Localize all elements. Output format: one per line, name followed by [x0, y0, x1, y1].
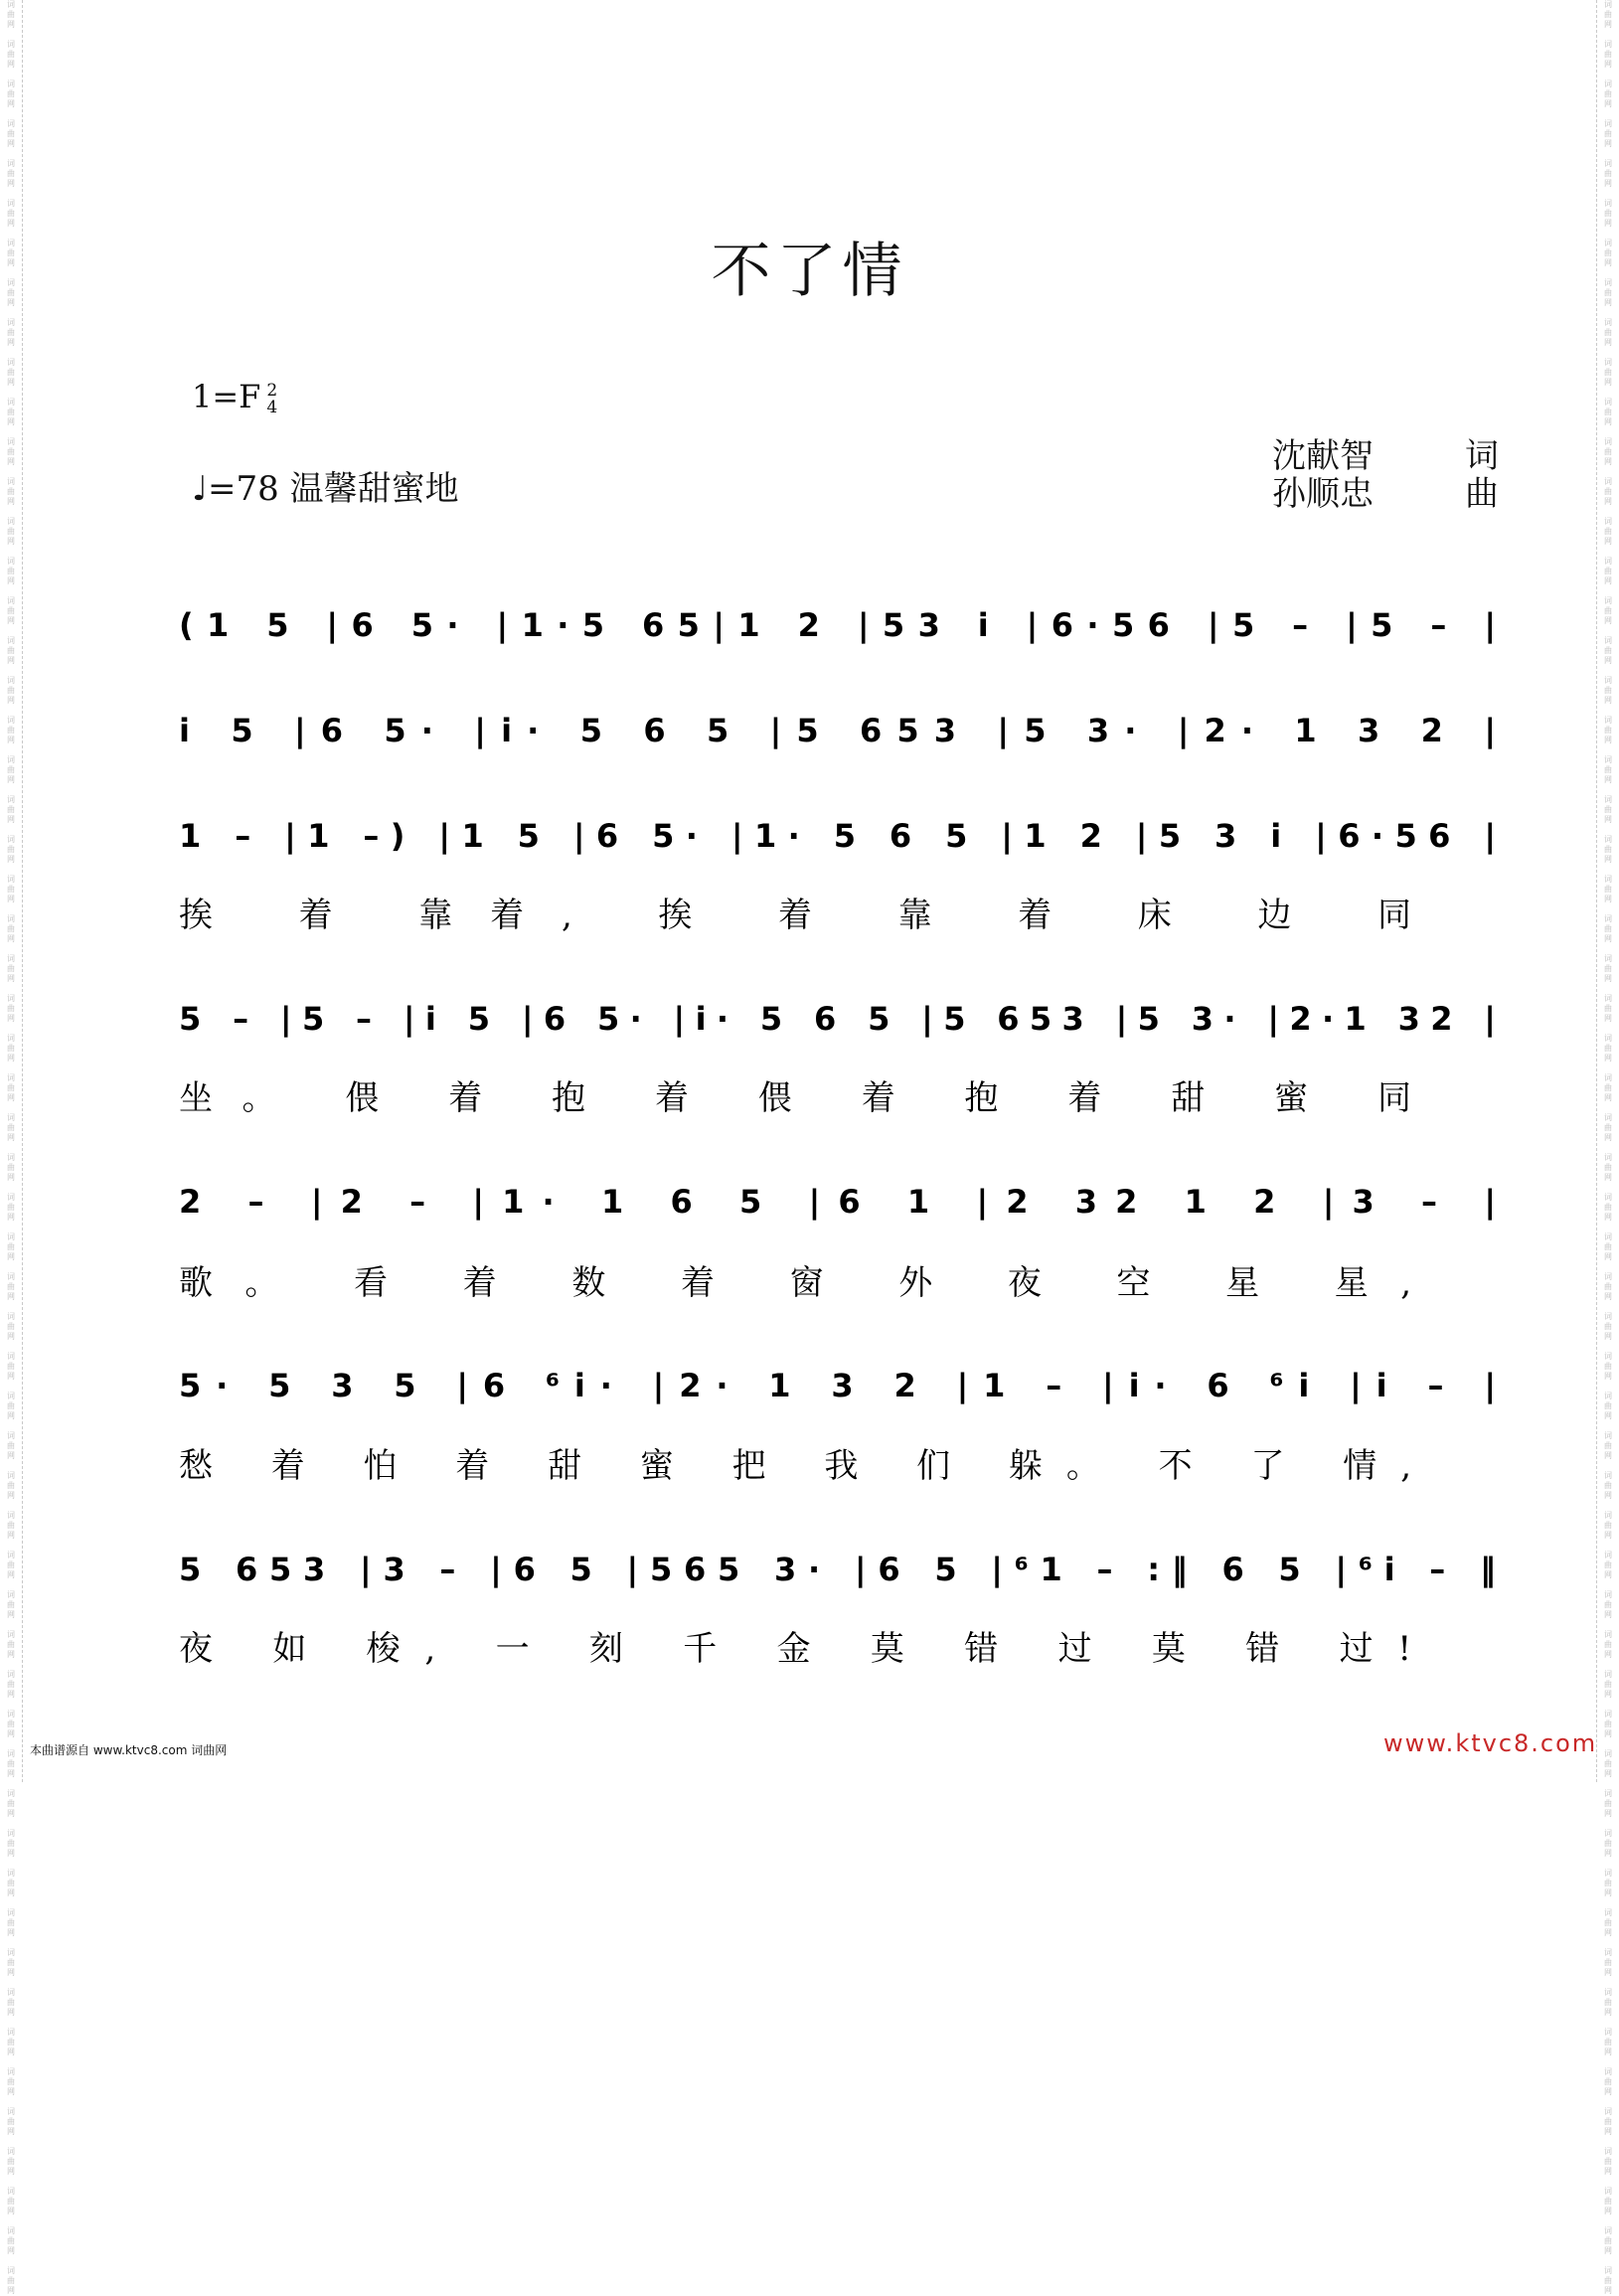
notation-line: (1 5 |6 5· |1·5 65|1 2 |53 i |6·56 |5 – |5 – | [179, 606, 1497, 644]
score-line [179, 817, 1496, 935]
lyric-line: 愁 着 怕 着 甜 蜜 把 我 们 躲。 不 了 情, [179, 1446, 1412, 1486]
notation-line: 5 653 |3 – |6 5 |565 3· |6 5 |⁶1 – :‖ 6 5 |⁶i – ‖ [179, 1551, 1496, 1588]
notation-line: 1 – |1 –) |1 5 |6 5· |1· 5 6 5 |1 2 |5 3 i |6·56 | [179, 817, 1496, 855]
lyric-line: 夜 如 梭, 一 刻 千 金 莫 错 过 莫 错 过! [179, 1629, 1411, 1669]
score-line [179, 606, 1496, 645]
lyric-line: 挨 着 靠着, 挨 着 靠 着 床 边 同 [179, 896, 1411, 935]
lyricist-name: 沈献智 [1272, 436, 1374, 476]
time-sig-bottom: 4 [266, 397, 278, 417]
score-line [179, 1000, 1496, 1118]
right-watermark-strip: 词 曲 网 词 曲 网 词 曲 网 词 曲 网 词 曲 网 词 曲 网 词 曲 网 词 曲 网 词 曲 网 词 曲 网 词 曲 网 词 曲 网 词 曲 网 词 曲 网 词 曲 网 词 曲 网 词 曲 网 词 曲 网 词 曲 网 词 曲 网 词 曲 网 词 曲 网 词 曲 网 词 曲 网 词 曲 网 词 曲 网 词 曲 网 词 曲 网 词 曲 网 词 曲 网 词 曲 网 词 曲 网 词 曲 网 词 曲 网 词 曲 网 词 曲 网 词 曲 网 词 曲 网 词 曲 网 词 曲 网 词 曲 网 词 曲 网 词 曲 网 词 曲 网 词 曲 网 词 曲 网 词 曲 网 词 曲 网 词 曲 网 词 曲 网 词 曲 网 词 曲 网 词 曲 网 词 曲 网 词 曲 网 词 曲 网 词 曲 网 词 曲 网 [1596, 0, 1619, 1782]
notation-line: i 5 |6 5· |i· 5 6 5 |5 653 |5 3· |2· 1 3 2 | [179, 712, 1496, 749]
composer-name: 孙顺忠 [1272, 474, 1374, 514]
score-line [179, 1367, 1496, 1486]
time-sig-top: 2 [266, 380, 278, 401]
score-line [179, 1551, 1496, 1669]
lyric-line: 坐。 偎 着 抱 着 偎 着 抱 着 甜 蜜 同 [179, 1078, 1411, 1118]
tempo-marking: ♩=78 温馨甜蜜地 [192, 469, 459, 509]
lyricist-role: 词 [1465, 436, 1499, 476]
composer-role: 曲 [1465, 474, 1499, 514]
notation-line: 5 – |5 – |i 5 |6 5· |i· 5 6 5 |5 653 |5 3· |2·1 32 | [179, 1000, 1496, 1038]
key-label: 1=F [192, 378, 261, 415]
notation-line: 5· 5 3 5 |6 ⁶i· |2· 1 3 2 |1 – |i· 6 ⁶i |i – | [179, 1367, 1497, 1404]
source-note: 本曲谱源自 www.ktvc8.com 词曲网 [30, 1743, 228, 1757]
score-line [179, 712, 1496, 750]
score-line [179, 1183, 1496, 1303]
notation-line: 2 – |2 – |1· 1 6 5 |6 1 |2 32 1 2 |3 – | [179, 1183, 1496, 1221]
left-watermark-strip: 词 曲 网 词 曲 网 词 曲 网 词 曲 网 词 曲 网 词 曲 网 词 曲 网 词 曲 网 词 曲 网 词 曲 网 词 曲 网 词 曲 网 词 曲 网 词 曲 网 词 曲 网 词 曲 网 词 曲 网 词 曲 网 词 曲 网 词 曲 网 词 曲 网 词 曲 网 词 曲 网 词 曲 网 词 曲 网 词 曲 网 词 曲 网 词 曲 网 词 曲 网 词 曲 网 词 曲 网 词 曲 网 词 曲 网 词 曲 网 词 曲 网 词 曲 网 词 曲 网 词 曲 网 词 曲 网 词 曲 网 词 曲 网 词 曲 网 词 曲 网 词 曲 网 词 曲 网 词 曲 网 词 曲 网 词 曲 网 词 曲 网 词 曲 网 词 曲 网 词 曲 网 词 曲 网 词 曲 网 词 曲 网 词 曲 网 词 曲 网 词 曲 网 [0, 0, 23, 1782]
song-title: 不了情 [711, 237, 908, 306]
lyric-line: 歌。 看 着 数 着 窗 外 夜 空 星 星, [179, 1263, 1411, 1303]
site-logo: www.ktvc8.com [1383, 1729, 1598, 1757]
